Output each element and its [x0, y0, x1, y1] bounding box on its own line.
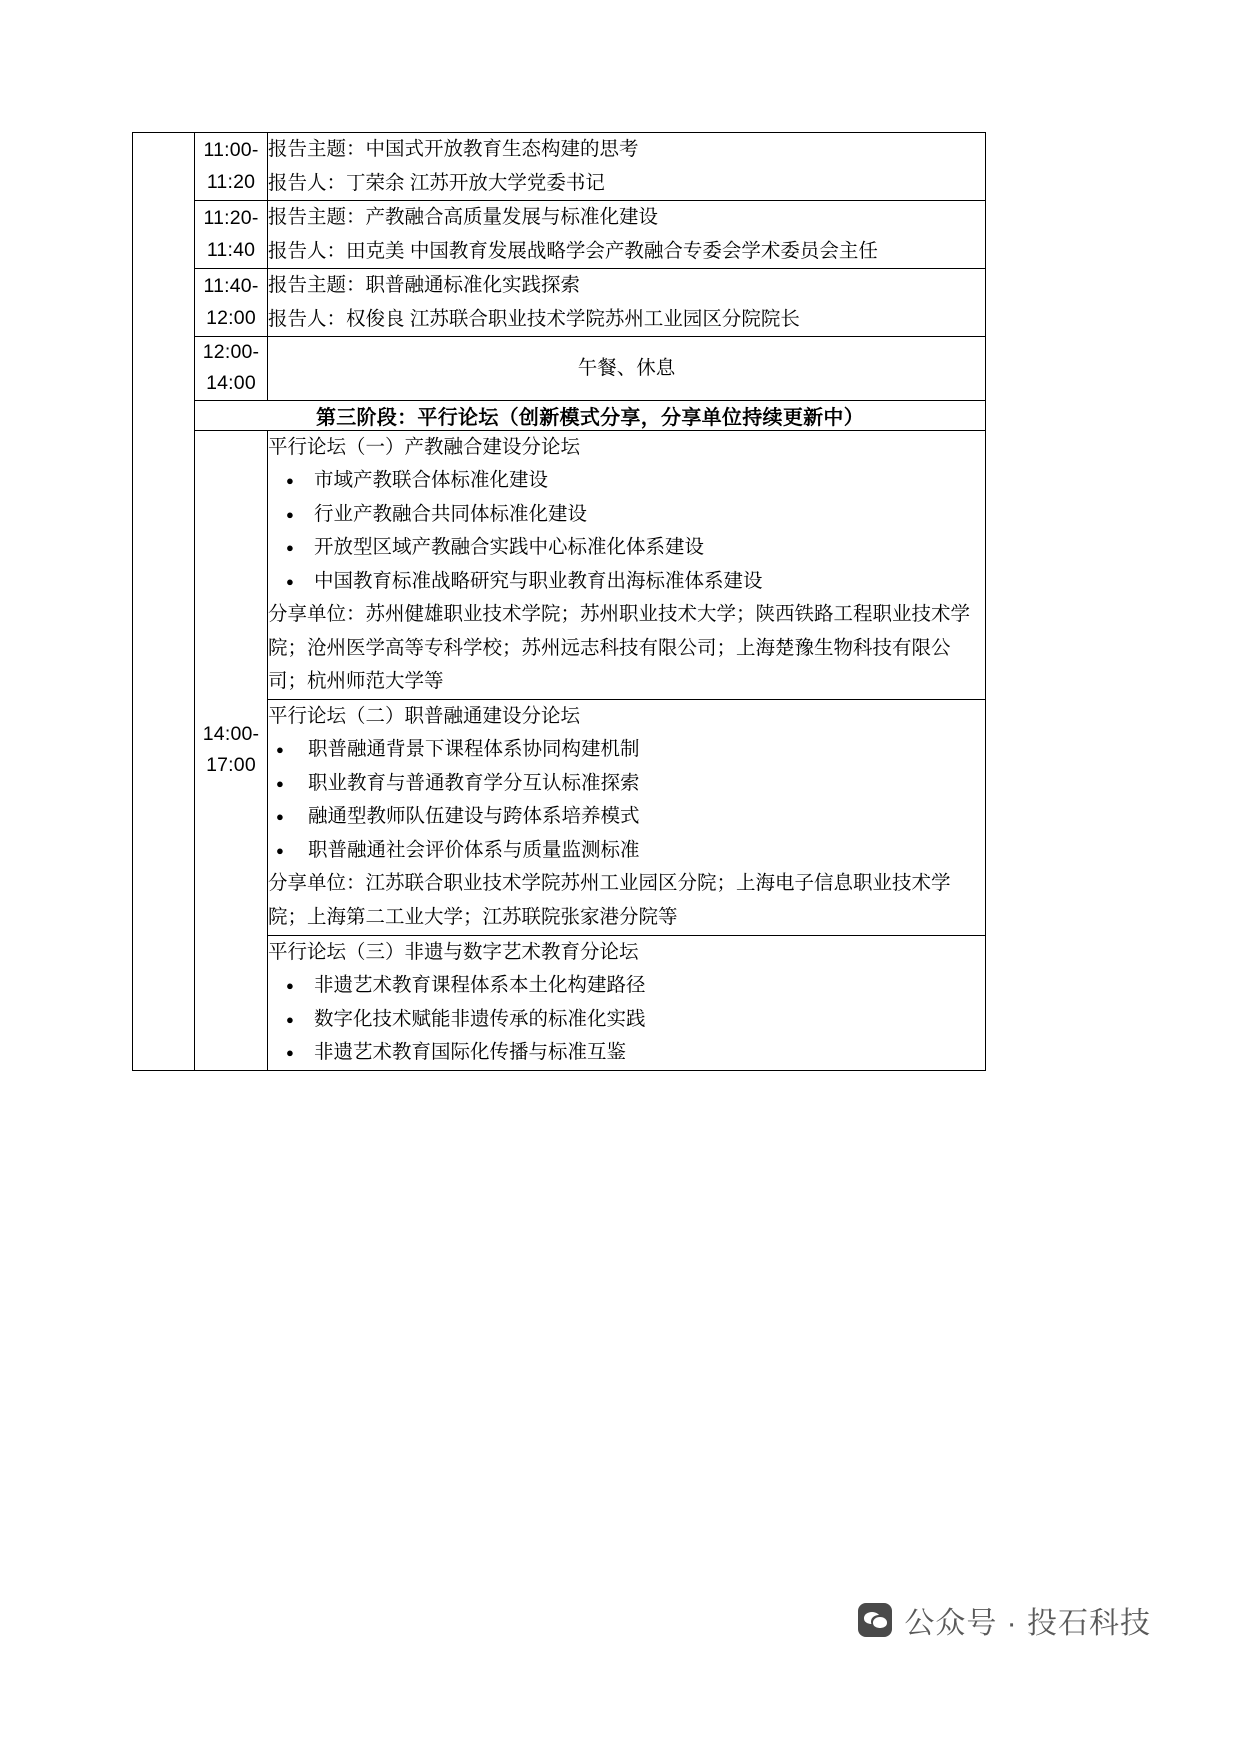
agenda-table — [132, 132, 986, 1071]
table-row-forum — [133, 430, 986, 699]
list-item: ● 行业产教融合共同体标准化建设 — [268, 498, 985, 532]
forum-topic-list — [268, 969, 985, 1070]
forum-topic-list — [268, 464, 985, 598]
forum-title: 平行论坛（二）职普融通建设分论坛 — [268, 704, 581, 727]
footer-watermark — [0, 1598, 1241, 1642]
list-item: ● 中国教育标准战略研究与职业教育出海标准体系建设 — [268, 565, 985, 599]
time-cell: 12:00-14:00 — [195, 337, 268, 400]
session-topic: 报告主题：中国式开放教育生态构建的思考 — [268, 138, 639, 160]
session-topic: 报告主题：职普融通标准化实践探索 — [268, 274, 581, 297]
list-item: ● 职普融通背景下课程体系协同构建机制 — [268, 733, 985, 767]
wechat-badge — [858, 1598, 1151, 1642]
stage-header: 第三阶段：平行论坛（创新模式分享，分享单位持续更新中） — [195, 400, 986, 430]
table-row-lunch — [133, 337, 986, 400]
forum-cell-2 — [268, 699, 986, 935]
left-marker-cell — [133, 133, 195, 1071]
table-row — [133, 133, 986, 201]
list-item: ● 开放型区域产教融合实践中心标准化体系建设 — [268, 531, 985, 565]
forum-topic-list — [268, 733, 985, 867]
forum-title: 平行论坛（一）产教融合建设分论坛 — [268, 435, 581, 458]
time-cell: 11:20-11:40 — [195, 201, 268, 269]
session-speaker: 报告人：田克美 中国教育发展战略学会产教融合专委会学术委员会主任 — [268, 239, 878, 262]
session-detail-cell — [268, 201, 986, 269]
time-cell: 11:00-11:20 — [195, 133, 268, 201]
lunch-label: 午餐、休息 — [268, 337, 986, 400]
session-detail-cell — [268, 269, 986, 337]
session-speaker: 报告人：权俊良 江苏联合职业技术学院苏州工业园区分院院长 — [268, 307, 800, 330]
forum-cell-3 — [268, 935, 986, 1070]
list-item: ● 市域产教联合体标准化建设 — [268, 464, 985, 498]
session-topic: 报告主题：产教融合高质量发展与标准化建设 — [268, 206, 659, 229]
time-cell-forums: 14:00-17:00 — [195, 430, 268, 1070]
table-row-stage-header — [133, 400, 986, 430]
session-speaker: 报告人：丁荣余 江苏开放大学党委书记 — [268, 171, 605, 194]
list-item: ● 非遗艺术教育课程体系本土化构建路径 — [268, 969, 985, 1003]
list-item: ● 职普融通社会评价体系与质量监测标准 — [268, 834, 985, 868]
wechat-icon — [858, 1603, 892, 1637]
list-item: ● 数字化技术赋能非遗传承的标准化实践 — [268, 1003, 985, 1037]
forum-title: 平行论坛（三）非遗与数字艺术教育分论坛 — [268, 940, 639, 963]
list-item: ● 职业教育与普通教育学分互认标准探索 — [268, 767, 985, 801]
session-detail-cell — [268, 133, 986, 201]
forum-cell-1 — [268, 430, 986, 699]
table-row — [133, 269, 986, 337]
time-cell: 11:40-12:00 — [195, 269, 268, 337]
list-item: ● 非遗艺术教育国际化传播与标准互鉴 — [268, 1036, 985, 1070]
list-item: ● 融通型教师队伍建设与跨体系培养模式 — [268, 800, 985, 834]
table-row — [133, 201, 986, 269]
forum-share-units: 分享单位：江苏联合职业技术学院苏州工业园区分院；上海电子信息职业技术学院；上海第二工业大学；江苏联院张家港分院等 — [268, 872, 951, 928]
forum-share-units: 分享单位：苏州健雄职业技术学院；苏州职业技术大学；陕西铁路工程职业技术学院；沧州医学高等专科学校；苏州远志科技有限公司；上海楚豫生物科技有限公司；杭州师范大学等 — [268, 603, 971, 693]
footer-text: 公众号 · 投石科技 — [904, 1607, 1151, 1640]
